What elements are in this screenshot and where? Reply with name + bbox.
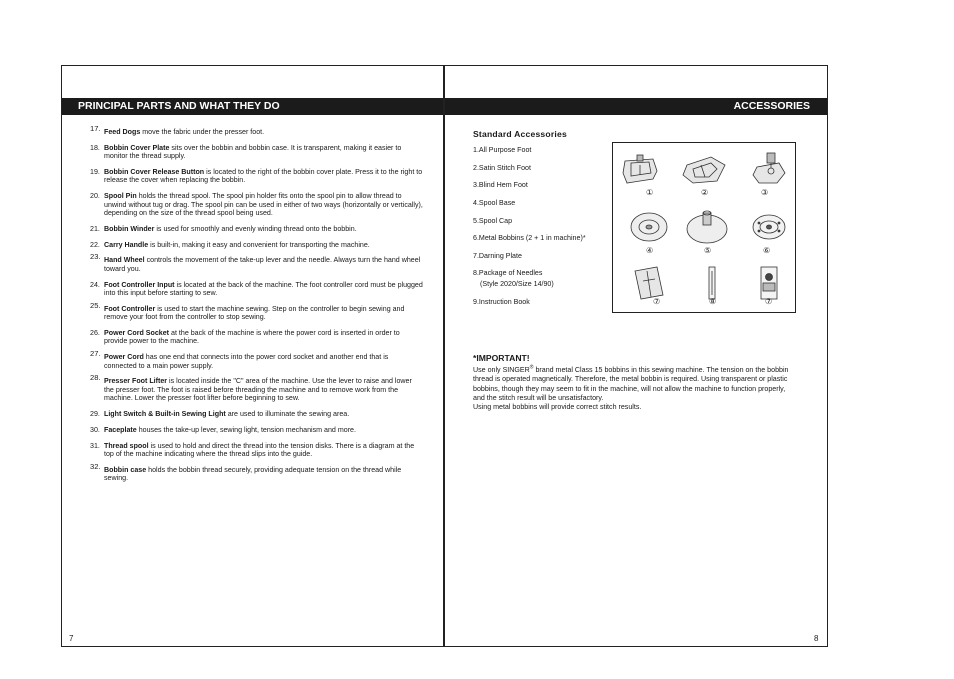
- important-paragraph: [473, 366, 798, 403]
- important-body: brand metal Class 15 bobbins in this sewing machine. The tension on the bobbin thread is operated magnetically. Therefore, the metal bobbin is required. Using transparent or plastic bobbins, though they may seem to fit in the machine, will not allow the machine to function properly, and the stitch result will be unsatisfactory.: [473, 366, 789, 402]
- part-description: move the fabric under the presser foot.: [140, 128, 265, 136]
- all-purpose-foot-icon: [623, 155, 657, 183]
- part-item: [88, 410, 423, 418]
- part-number: 20.: [90, 192, 100, 201]
- figure-label: ④: [646, 246, 654, 255]
- part-number: 29.: [90, 410, 100, 419]
- left-section-header: PRINCIPAL PARTS AND WHAT THEY DO: [62, 98, 443, 115]
- accessory-item: 1.All Purpose Foot: [473, 146, 532, 154]
- part-item: [88, 426, 423, 434]
- part-term: Feed Dogs: [104, 128, 141, 136]
- spool-base-icon: [631, 213, 667, 241]
- part-number: 24.: [90, 280, 100, 289]
- part-term: Power Cord: [104, 353, 144, 362]
- part-term: Presser Foot Lifter: [104, 377, 168, 386]
- part-number: 19.: [90, 168, 100, 176]
- part-item: [88, 168, 423, 185]
- part-number: 23.: [90, 252, 101, 262]
- accessories-illustration: [613, 143, 797, 314]
- part-term: Hand Wheel: [104, 256, 145, 265]
- parts-list: [88, 124, 423, 490]
- part-description: has one end that connects into the power cord socket and another end that is connected to a main power supply.: [104, 353, 389, 370]
- part-term: Faceplate: [104, 425, 137, 434]
- part-term: Power Cord Socket: [104, 329, 170, 338]
- accessory-item: 8.Package of Needles: [473, 269, 543, 277]
- darning-plate-icon: [635, 267, 663, 299]
- part-term: Foot Controller Input: [104, 280, 175, 289]
- standard-accessories-title: Standard Accessories: [473, 129, 567, 139]
- part-term: Spool Pin: [104, 192, 137, 201]
- part-description: is built-in, making it easy and convenient for transporting the machine.: [148, 240, 370, 249]
- part-description: houses the take-up lever, sewing light, tension mechanism and more.: [136, 425, 356, 434]
- figure-label: ⑤: [704, 246, 712, 255]
- needle-package-icon: [709, 267, 715, 299]
- part-number: 26.: [90, 329, 100, 338]
- part-number: 28.: [90, 373, 101, 383]
- important-title: *IMPORTANT!: [473, 353, 530, 363]
- part-description: holds the thread spool. The spool pin holder fits onto the spool pin to allow thread to unwind without tug or drag. The spool pin can be used in either of two ways (horizontally or vertically), depending on the size of the thread spool being used.: [104, 192, 423, 218]
- part-term: Bobbin Winder: [104, 224, 155, 233]
- metal-bobbin-icon: [753, 215, 785, 239]
- part-item: [88, 461, 423, 483]
- blind-hem-foot-icon: [753, 153, 785, 183]
- part-item: [88, 373, 423, 403]
- spool-cap-icon: [687, 211, 727, 243]
- accessory-item: 3.Blind Hem Foot: [473, 181, 528, 189]
- part-number: 27.: [90, 349, 101, 359]
- part-term: Thread spool: [104, 441, 149, 450]
- figure-label: ⑧: [709, 297, 717, 306]
- part-term: Foot Controller: [104, 304, 156, 313]
- part-term: Bobbin case: [104, 465, 147, 474]
- accessory-item: 5.Spool Cap: [473, 217, 513, 225]
- important-lead: Use only SINGER: [473, 366, 530, 374]
- part-description: is located inside the "C" area of the machine. Use the lever to raise and lower the presser foot. The foot is raised before threading the machine and to remove work from the machine. Lower the presser foot lifter before beginning to sew.: [104, 377, 412, 403]
- instruction-book-icon: [761, 267, 777, 299]
- figure-label: ③: [761, 188, 769, 197]
- accessory-item: 4.Spool Base: [473, 199, 516, 207]
- part-item: [88, 252, 423, 273]
- accessory-item: 7.Darning Plate: [473, 252, 522, 260]
- part-number: 30.: [90, 425, 100, 434]
- right-section-header: ACCESSORIES: [445, 98, 827, 115]
- page-spine: [443, 65, 445, 647]
- part-description: is used for smoothly and evenly winding thread onto the bobbin.: [154, 224, 357, 233]
- accessory-item: 9.Instruction Book: [473, 298, 530, 306]
- part-description: holds the bobbin thread securely, providing adequate tension on the thread while sewing.: [104, 465, 402, 483]
- part-item: [88, 349, 423, 370]
- registered-mark: ®: [529, 364, 534, 371]
- figure-label: ⑦: [765, 297, 773, 306]
- accessory-item: 2.Satin Stitch Foot: [473, 164, 531, 172]
- figure-label: ①: [646, 188, 654, 197]
- part-item: [88, 124, 423, 136]
- part-number: 18.: [90, 143, 100, 152]
- part-description: controls the movement of the take-up lever and the needle. Always turn the hand wheel toward you.: [104, 256, 421, 273]
- part-description: at the back of the machine is where the power cord is inserted in order to provide power to the machine.: [104, 329, 400, 346]
- part-item: [88, 192, 423, 217]
- part-description: are used to illuminate the sewing area.: [225, 410, 350, 419]
- part-item: [88, 225, 423, 233]
- part-term: Carry Handle: [104, 240, 149, 249]
- part-number: 22.: [90, 240, 100, 249]
- part-description: is used to start the machine sewing. Step on the controller to begin sewing and remove your foot from the controller to stop sewing.: [104, 304, 405, 322]
- part-item: [88, 442, 423, 459]
- part-description: is located to the right of the bobbin cover plate. Press it to the right to release the cover when replacing the bobbin.: [104, 168, 423, 185]
- part-item: [88, 281, 423, 298]
- accessories-figure: [612, 142, 796, 313]
- part-item: [88, 329, 423, 346]
- part-number: 32.: [90, 461, 101, 471]
- figure-label: ②: [701, 188, 709, 197]
- part-description: sits over the bobbin and bobbin case. It is transparent, making it easier to monitor the thread supply.: [104, 143, 402, 161]
- accessory-item: 6.Metal Bobbins (2 + 1 in machine)*: [473, 234, 586, 242]
- part-description: is used to hold and direct the thread into the tension disks. There is a diagram at the top of the machine indicating where the thread slips into the guide.: [104, 441, 415, 459]
- satin-stitch-foot-icon: [683, 157, 725, 183]
- right-page-number: 8: [814, 634, 819, 643]
- important-note: [473, 366, 798, 412]
- part-term: Bobbin Cover Plate: [104, 143, 170, 152]
- part-number: 31.: [90, 441, 100, 450]
- part-number: 17.: [90, 124, 101, 133]
- part-item: [88, 241, 423, 249]
- needle-style-note: (Style 2020/Size 14/90): [480, 280, 554, 288]
- part-term: Light Switch & Built-in Sewing Light: [104, 410, 226, 419]
- part-item: [88, 144, 423, 161]
- part-number: 21.: [90, 224, 100, 233]
- left-page-number: 7: [69, 634, 74, 643]
- figure-label: ⑥: [763, 246, 771, 255]
- part-description: is located at the back of the machine. The foot controller cord must be plugged into this input before starting to sew.: [104, 280, 423, 298]
- part-item: [88, 300, 423, 322]
- part-number: 25.: [90, 300, 101, 310]
- figure-label: ⑦: [653, 297, 661, 306]
- important-conclusion: Using metal bobbins will provide correct stitch results.: [473, 403, 642, 412]
- part-term: Bobbin Cover Release Button: [104, 168, 205, 176]
